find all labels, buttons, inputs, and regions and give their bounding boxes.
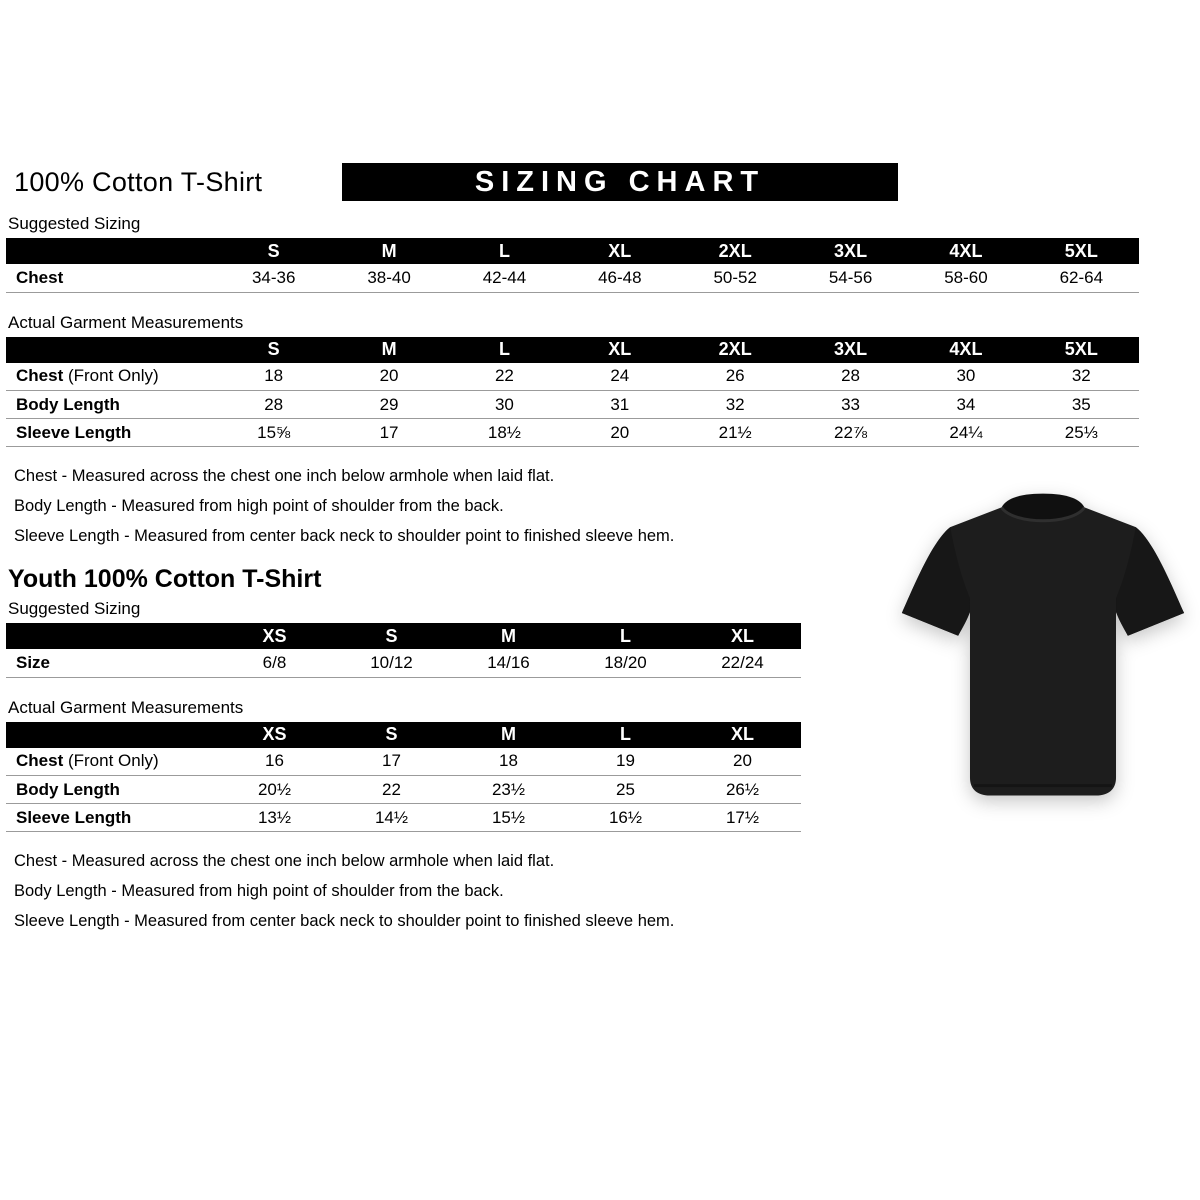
empty-header-cell [6, 337, 216, 363]
cell: 24¼ [908, 419, 1023, 447]
header-row [6, 163, 1200, 209]
adult-actual-measurements-table [6, 337, 1139, 448]
cell: 22 [333, 776, 450, 804]
size-column-header: 5XL [1024, 238, 1139, 264]
row-label [6, 748, 216, 776]
cell: 28 [216, 391, 331, 419]
cell: 30 [447, 391, 562, 419]
empty-header-cell [6, 238, 216, 264]
cell: 20 [562, 419, 677, 447]
adult-suggested-sizing-label: Suggested Sizing [8, 214, 141, 233]
row-label-text: Sleeve Length [16, 807, 132, 827]
size-column-header: XL [684, 623, 801, 649]
row-label-suffix: (Front Only) [63, 366, 159, 386]
cell: 54-56 [793, 264, 908, 292]
row-label [6, 419, 216, 447]
cell: 17½ [684, 804, 801, 832]
adult-suggested-sizing-table [6, 238, 1139, 293]
size-column-header: S [216, 337, 331, 363]
row-label [6, 391, 216, 419]
cell: 26½ [684, 776, 801, 804]
table-row [6, 649, 801, 677]
row-label [6, 804, 216, 832]
row-label-text: Body Length [16, 394, 120, 414]
cell: 33 [793, 391, 908, 419]
row-label-suffix: (Front Only) [63, 751, 159, 771]
size-column-header: XL [684, 722, 801, 748]
size-column-header: 2XL [678, 337, 793, 363]
note-line: Chest - Measured across the chest one inch below armhole when laid flat. [14, 852, 555, 870]
row-label [6, 649, 216, 677]
youth-suggested-sizing-label: Suggested Sizing [8, 599, 141, 618]
empty-header-cell [6, 623, 216, 649]
cell: 18/20 [567, 649, 684, 677]
cell: 30 [908, 363, 1023, 391]
cell: 20½ [216, 776, 333, 804]
size-column-header: S [333, 623, 450, 649]
size-column-header: 2XL [678, 238, 793, 264]
adult-actual-measurements-label: Actual Garment Measurements [8, 312, 244, 332]
table-row [6, 748, 801, 776]
size-column-header: 3XL [793, 337, 908, 363]
size-column-header: 4XL [908, 238, 1023, 264]
cell: 13½ [216, 804, 333, 832]
cell: 10/12 [333, 649, 450, 677]
size-column-header: M [331, 337, 446, 363]
size-column-header: 3XL [793, 238, 908, 264]
cell: 25 [567, 776, 684, 804]
size-column-header: XS [216, 722, 333, 748]
cell: 15⅝ [216, 419, 331, 447]
youth-suggested-sizing-table [6, 623, 801, 678]
tshirt-product-photo [895, 478, 1191, 822]
sizing-chart-banner [342, 163, 898, 201]
cell: 16 [216, 748, 333, 776]
cell: 19 [567, 748, 684, 776]
cell: 18½ [447, 419, 562, 447]
cell: 14½ [333, 804, 450, 832]
table-row [6, 804, 801, 832]
youth-section-title: Youth 100% Cotton T-Shirt [8, 565, 322, 593]
table-row [6, 419, 1139, 447]
row-label-text: Sleeve Length [16, 422, 132, 442]
cell: 22⅞ [793, 419, 908, 447]
table-row [6, 264, 1139, 292]
cell: 18 [216, 363, 331, 391]
table-header-row [6, 722, 801, 748]
size-column-header: S [216, 238, 331, 264]
cell: 32 [1024, 363, 1139, 391]
cell: 20 [331, 363, 446, 391]
cell: 16½ [567, 804, 684, 832]
table-header-row [6, 623, 801, 649]
size-column-header: 5XL [1024, 337, 1139, 363]
size-column-header: M [331, 238, 446, 264]
cell: 14/16 [450, 649, 567, 677]
size-column-header: L [567, 623, 684, 649]
youth-actual-measurements-label: Actual Garment Measurements [8, 697, 244, 717]
cell: 31 [562, 391, 677, 419]
note-line: Sleeve Length - Measured from center back neck to shoulder point to finished sleeve hem. [14, 912, 675, 930]
table-header-row [6, 238, 1139, 264]
cell: 35 [1024, 391, 1139, 419]
table-header-row [6, 337, 1139, 363]
row-label-text: Chest [16, 751, 64, 771]
cell: 25⅓ [1024, 419, 1139, 447]
row-label-text: Chest [16, 366, 64, 386]
size-column-header: M [450, 623, 567, 649]
size-column-header: S [333, 722, 450, 748]
row-label-text: Size [16, 652, 51, 672]
cell: 18 [450, 748, 567, 776]
cell: 17 [331, 419, 446, 447]
note-line: Chest - Measured across the chest one inch below armhole when laid flat. [14, 467, 555, 485]
tshirt-icon [895, 478, 1191, 822]
size-column-header: 4XL [908, 337, 1023, 363]
empty-header-cell [6, 722, 216, 748]
cell: 20 [684, 748, 801, 776]
cell: 22/24 [684, 649, 801, 677]
cell: 34-36 [216, 264, 331, 292]
cell: 58-60 [908, 264, 1023, 292]
sizing-chart-banner-label: SIZING CHART [474, 165, 766, 198]
cell: 50-52 [678, 264, 793, 292]
cell: 6/8 [216, 649, 333, 677]
cell: 46-48 [562, 264, 677, 292]
cell: 42-44 [447, 264, 562, 292]
cell: 23½ [450, 776, 567, 804]
cell: 34 [908, 391, 1023, 419]
size-column-header: XL [562, 238, 677, 264]
cell: 22 [447, 363, 562, 391]
size-column-header: M [450, 722, 567, 748]
table-row [6, 776, 801, 804]
cell: 38-40 [331, 264, 446, 292]
row-label-text: Chest [16, 267, 64, 287]
youth-measurement-notes [14, 846, 1200, 936]
cell: 62-64 [1024, 264, 1139, 292]
cell: 28 [793, 363, 908, 391]
row-label [6, 264, 216, 292]
note-line: Body Length - Measured from high point of shoulder from the back. [14, 882, 504, 900]
table-row [6, 391, 1139, 419]
note-line: Sleeve Length - Measured from center back neck to shoulder point to finished sleeve hem. [14, 527, 675, 545]
cell: 29 [331, 391, 446, 419]
size-column-header: XS [216, 623, 333, 649]
cell: 15½ [450, 804, 567, 832]
size-column-header: L [447, 238, 562, 264]
size-column-header: XL [562, 337, 677, 363]
note-line: Body Length - Measured from high point of shoulder from the back. [14, 497, 504, 515]
youth-actual-measurements-table [6, 722, 801, 833]
cell: 21½ [678, 419, 793, 447]
row-label-text: Body Length [16, 779, 120, 799]
page-title: 100% Cotton T-Shirt [14, 167, 263, 197]
cell: 24 [562, 363, 677, 391]
size-column-header: L [567, 722, 684, 748]
size-column-header: L [447, 337, 562, 363]
cell: 32 [678, 391, 793, 419]
row-label [6, 776, 216, 804]
row-label [6, 363, 216, 391]
cell: 26 [678, 363, 793, 391]
table-row [6, 363, 1139, 391]
cell: 17 [333, 748, 450, 776]
